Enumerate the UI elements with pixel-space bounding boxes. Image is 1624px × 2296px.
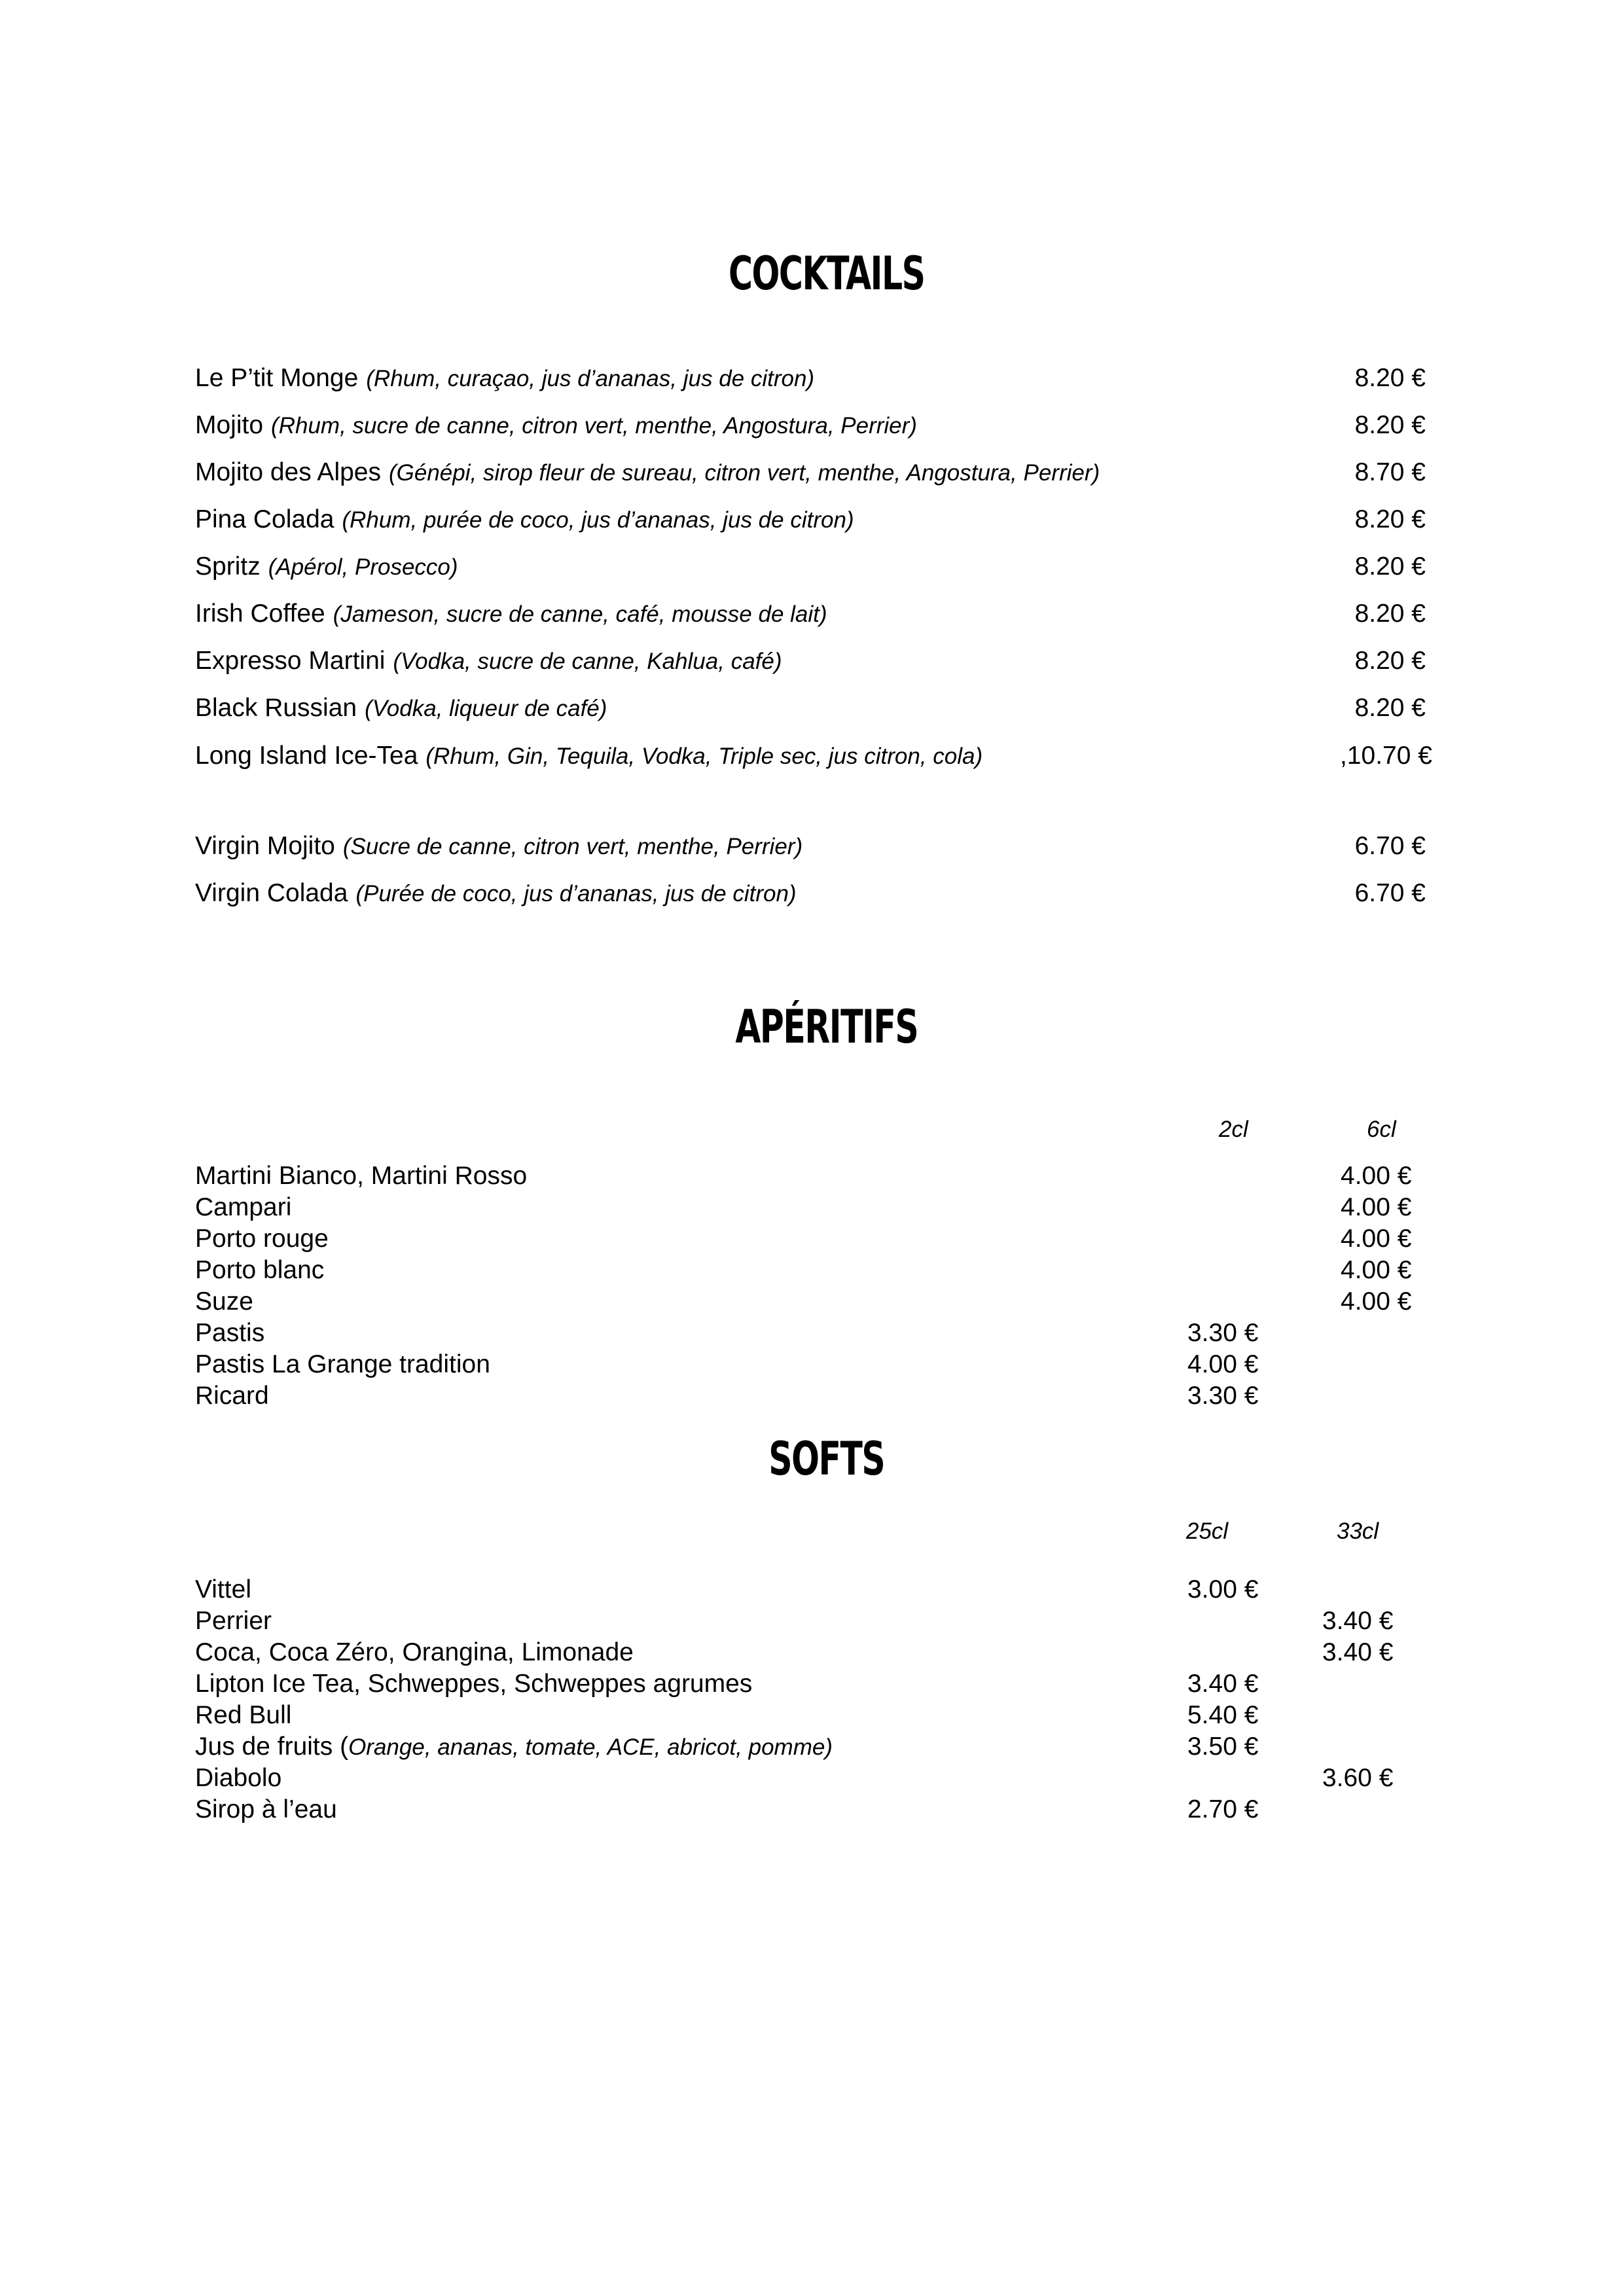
aperitifs-title: APÉRITIFS [735,1000,918,1054]
item-price-small: 3.40 € [1187,1670,1259,1698]
item-description: (Rhum, Gin, Tequila, Vodka, Triple sec, jus citron, cola) [425,744,983,769]
item-name: Long Island Ice-Tea [195,742,418,770]
item-description: (Rhum, purée de coco, jus d’ananas, jus de citron) [342,507,854,533]
item-price-large: 3.40 € [1322,1607,1394,1635]
list-item [195,1637,1426,1668]
item-name: Pastis La Grange tradition [195,1350,490,1378]
item-price: 6.70 € [1354,832,1426,860]
item-price-large: 4.00 € [1341,1256,1412,1284]
item-name: Campari [195,1193,292,1221]
list-item [195,598,1426,631]
list-item [195,456,1426,490]
item-price: 8.20 € [1354,647,1426,675]
list-item [195,830,1426,863]
list-item [195,503,1426,537]
item-price-small: 3.50 € [1187,1732,1259,1761]
item-name: Coca, Coca Zéro, Orangina, Limonade [195,1638,634,1666]
item-price-small: 3.30 € [1187,1319,1259,1347]
item-description: (Purée de coco, jus d’ananas, jus de citron) [355,881,797,906]
item-price-large: 3.60 € [1322,1764,1394,1792]
list-item [195,1574,1426,1605]
item-description: (Génépi, sirop fleur de sureau, citron vert, menthe, Angostura, Perrier) [389,460,1100,486]
list-item [195,1318,1426,1349]
item-name: Le P’tit Monge [195,364,359,392]
item-price: 8.20 € [1354,600,1426,628]
list-item [195,1255,1426,1286]
column-header-25cl: 25cl [1186,1518,1229,1544]
item-description: (Vodka, sucre de canne, Kahlua, café) [393,649,782,674]
item-price: 8.20 € [1354,505,1426,533]
item-name: Pina Colada [195,505,334,533]
column-header-6cl: 6cl [1367,1117,1396,1142]
item-name: Jus de fruits ( [195,1732,349,1761]
item-description: (Rhum, sucre de canne, citron vert, menthe, Angostura, Perrier) [271,413,917,439]
item-description: (Apérol, Prosecco) [268,554,458,580]
list-item [195,1731,1426,1763]
item-price-large: 4.00 € [1341,1193,1412,1221]
item-name: Vittel [195,1575,251,1604]
item-price-small: 5.40 € [1187,1701,1259,1729]
item-price-small: 3.30 € [1187,1382,1259,1410]
list-item [195,1605,1426,1637]
list-item [195,645,1426,678]
item-name: Ricard [195,1382,269,1410]
item-price: 6.70 € [1354,879,1426,907]
list-item [195,1192,1426,1223]
list-item [195,692,1426,725]
item-name: Sirop à l’eau [195,1795,337,1823]
item-name: Pastis [195,1319,265,1347]
item-name: Red Bull [195,1701,292,1729]
item-price-large: 4.00 € [1341,1162,1412,1190]
list-item [195,409,1426,442]
item-description: Orange, ananas, tomate, ACE, abricot, pomme) [348,1734,833,1760]
item-price-small: 4.00 € [1187,1350,1259,1378]
item-price-small: 2.70 € [1187,1795,1259,1823]
column-header-2cl: 2cl [1219,1117,1248,1142]
item-price-large: 4.00 € [1341,1287,1412,1316]
item-name: Spritz [195,552,261,581]
item-name: Expresso Martini [195,647,386,675]
list-item [195,877,1426,910]
list-item [195,1668,1426,1700]
item-price-large: 3.40 € [1322,1638,1394,1666]
item-name: Irish Coffee [195,600,325,628]
item-price: 8.20 € [1354,411,1426,439]
item-name: Black Russian [195,694,357,722]
item-name: Mojito [195,411,264,439]
list-item [195,550,1426,584]
item-price: 8.20 € [1354,694,1426,722]
item-name: Virgin Colada [195,879,348,907]
list-item [195,1763,1426,1794]
list-item [195,1700,1426,1731]
item-name: Lipton Ice Tea, Schweppes, Schweppes agrumes [195,1670,753,1698]
cocktails-title: COCKTAILS [728,247,925,300]
list-item [195,1380,1426,1412]
item-price: 8.20 € [1354,364,1426,392]
list-item [195,362,1426,395]
item-description: (Rhum, curaçao, jus d’ananas, jus de citron) [366,366,815,391]
item-description: (Sucre de canne, citron vert, menthe, Perrier) [342,834,803,859]
item-name: Virgin Mojito [195,832,335,860]
list-item [195,1286,1426,1318]
list-item [195,1160,1426,1192]
item-name: Porto blanc [195,1256,325,1284]
item-name: Martini Bianco, Martini Rosso [195,1162,528,1190]
item-price: 8.70 € [1354,458,1426,486]
list-item [195,1349,1426,1380]
item-name: Perrier [195,1607,272,1635]
item-name: Porto rouge [195,1225,329,1253]
item-price-large: 4.00 € [1341,1225,1412,1253]
item-name: Suze [195,1287,253,1316]
list-item [195,1223,1426,1255]
item-name: Diabolo [195,1764,282,1792]
item-name: Mojito des Alpes [195,458,381,486]
item-description: (Jameson, sucre de canne, café, mousse de lait) [333,601,827,627]
list-item [195,740,1432,773]
softs-title: SOFTS [768,1432,885,1486]
item-price: 8.20 € [1354,552,1426,581]
column-header-33cl: 33cl [1337,1518,1379,1544]
item-price-small: 3.00 € [1187,1575,1259,1604]
list-item [195,1794,1426,1825]
item-description: (Vodka, liqueur de café) [365,696,607,721]
item-price: ,10.70 € [1340,742,1432,770]
